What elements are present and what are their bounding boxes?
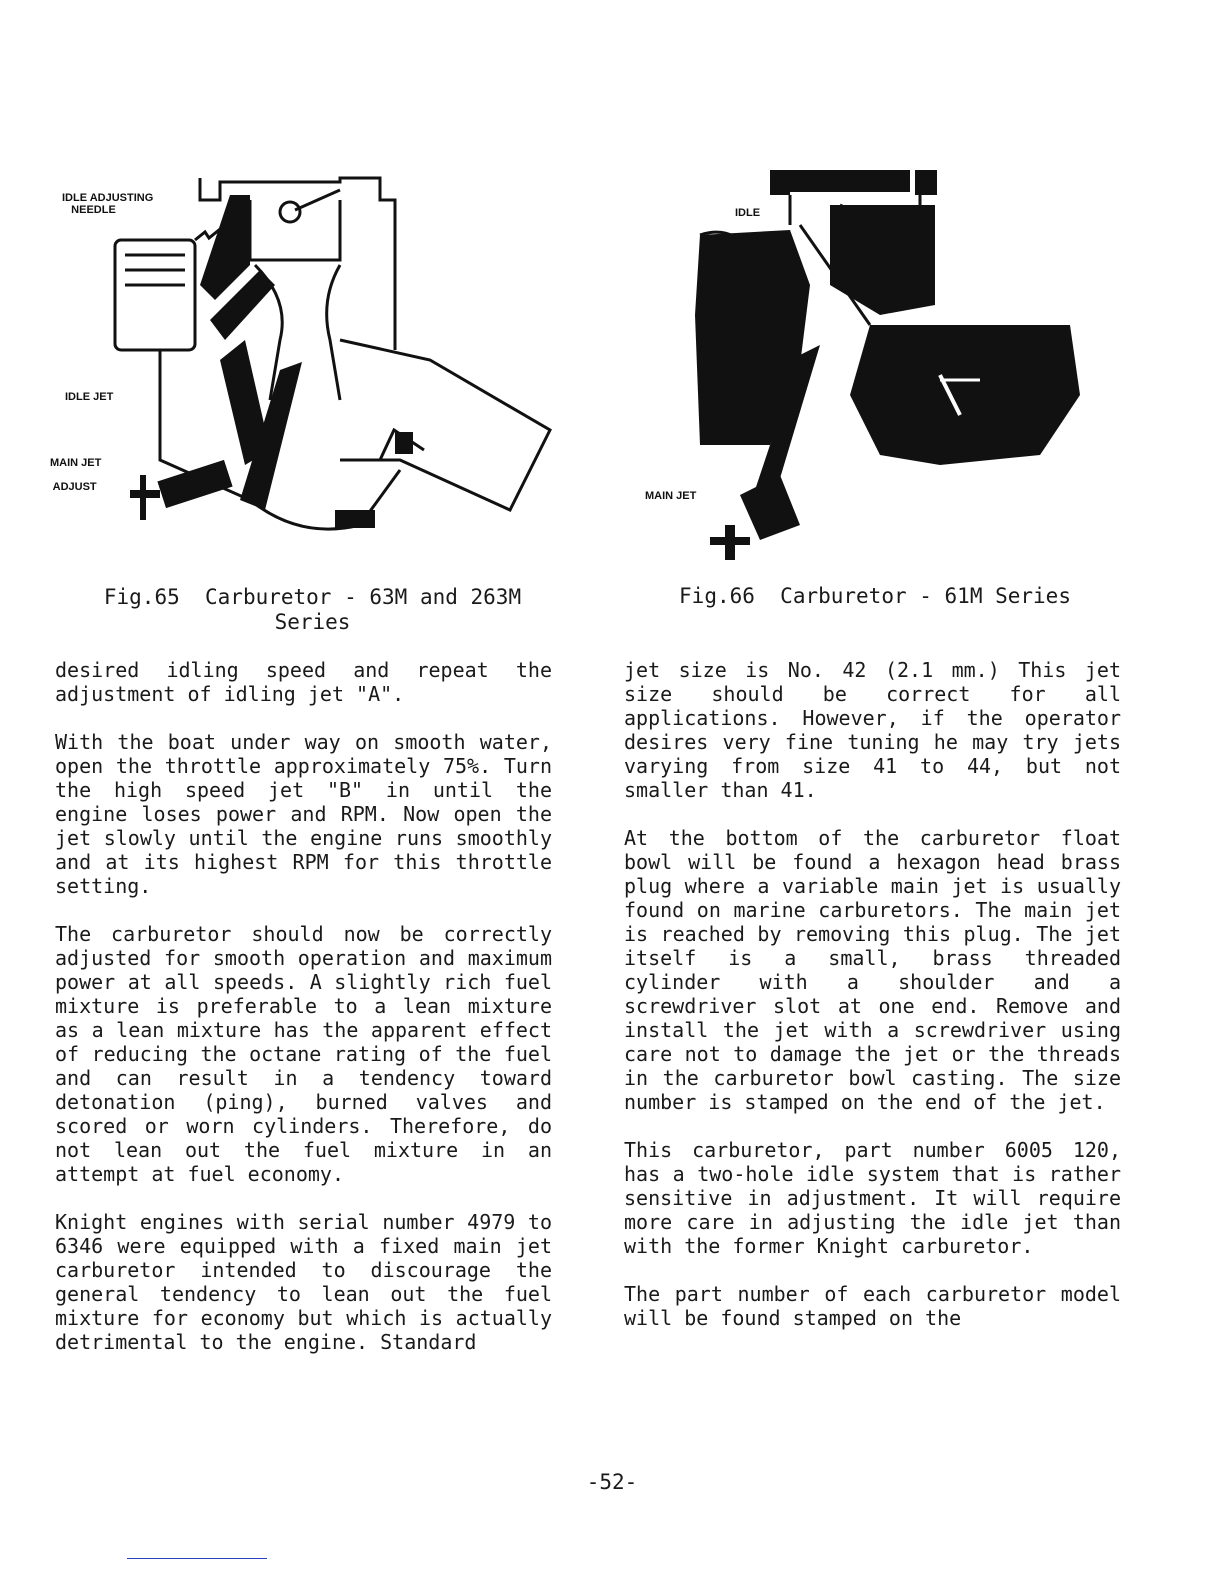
figure-66 [640, 165, 1090, 565]
left-column [55, 658, 552, 1378]
label-idle-adjusting-needle: IDLE ADJUSTING NEEDLE [62, 192, 154, 216]
carburetor-63m-drawing [40, 170, 570, 560]
paragraph: At the bottom of the carburetor float bowl will be found a hexagon head brass plug where a variable main jet is usually found on marine carburetors. The main jet is reached by removing this plug. The jet itself is a small, brass threaded cylinder with a shoulder and a screwdriver slot at one end. Remove and install the jet with a screwdriver using care not to damage the jet or the threads in the carburetor bowl casting. The size number is stamped on the end of the jet. [624, 826, 1121, 1114]
label-main-jet: MAIN JET [645, 490, 697, 502]
paragraph: With the boat under way on smooth water, open the throttle approximately 75%. Turn the high speed jet "B" in until the engine loses power and RPM. Now open the jet slowly until the engine runs smoothly and at its highest RPM for this throttle setting. [55, 730, 552, 898]
paragraph: desired idling speed and repeat the adjustment of idling jet "A". [55, 658, 552, 706]
paragraph: This carburetor, part number 6005 120, has a two-hole idle system that is rather sensitive in adjustment. It will require more care in adjusting the idle jet than with the former Knight carburetor. [624, 1138, 1121, 1258]
figure-65 [40, 170, 570, 560]
label-idle-jet: IDLE JET [65, 391, 114, 403]
paragraph: The part number of each carburetor model will be found stamped on the [624, 1282, 1121, 1330]
label-main-jet-adjust: MAIN JET ADJUST [50, 457, 102, 493]
footnote-rule [127, 1558, 267, 1559]
figure-66-caption: Fig.66 Carburetor - 61M Series [679, 584, 1071, 608]
right-column [624, 658, 1121, 1354]
page-number: -52- [586, 1470, 638, 1494]
carburetor-61m-drawing [640, 165, 1090, 565]
label-idle: IDLE [735, 207, 761, 219]
paragraph: Knight engines with serial number 4979 to 6346 were equipped with a fixed main jet carburetor intended to discourage the general tendency to lean out the fuel mixture for economy but which is actually detrimental to the engine. Standard [55, 1210, 552, 1354]
paragraph: The carburetor should now be correctly adjusted for smooth operation and maximum power at all speeds. A slightly rich fuel mixture is preferable to a lean mixture as a lean mixture has the apparent effect of reducing the octane rating of the fuel and can result in a tendency toward detonation (ping), burned valves and scored or worn cylinders. Therefore, do not lean out the fuel mixture in an attempt at fuel economy. [55, 922, 552, 1186]
figure-65-caption: Fig.65 Carburetor - 63M and 263M Series [103, 585, 522, 634]
paragraph: jet size is No. 42 (2.1 mm.) This jet size should be correct for all applications. However, if the operator desires very fine tuning he may try jets varying from size 41 to 44, but not smaller than 41. [624, 658, 1121, 802]
